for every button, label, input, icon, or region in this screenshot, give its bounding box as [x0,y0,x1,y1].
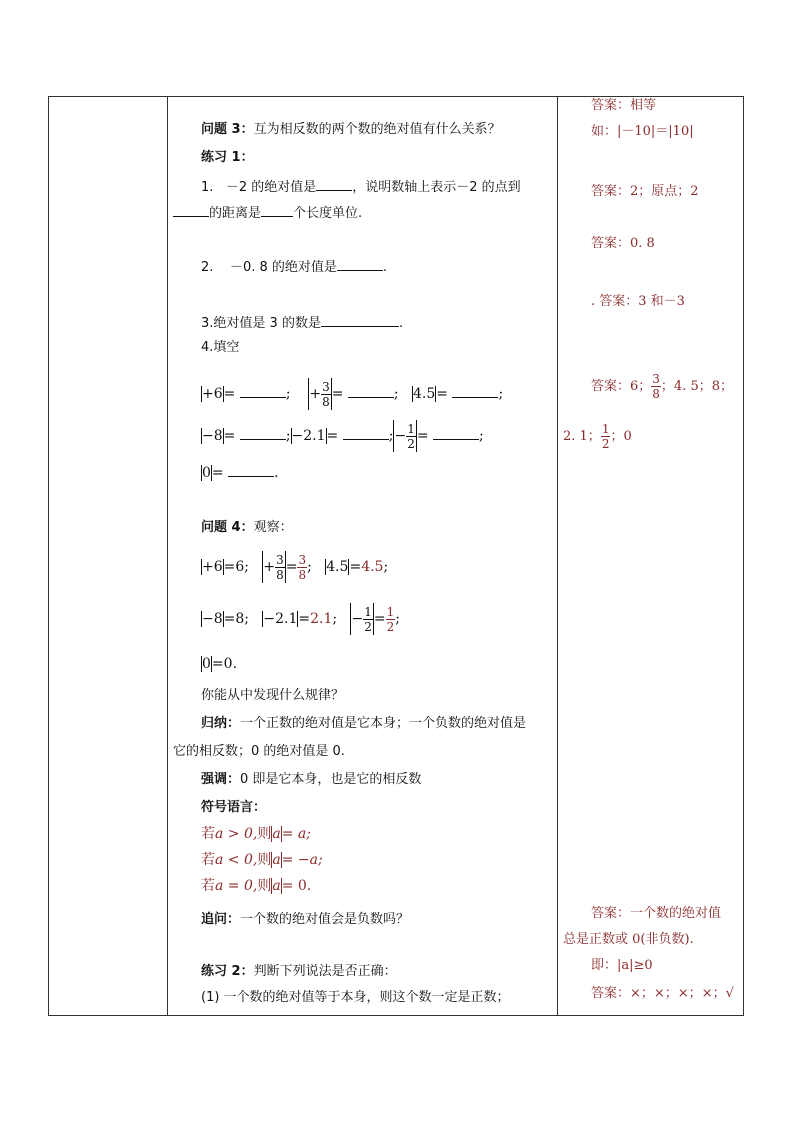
fraction: $\frac{1}{2}$ [601,422,610,451]
answer-2: 答案：2；原点；2 [591,184,699,199]
item-text: ，说明数轴上表示－2 的点到 [352,180,521,195]
fraction: $\frac{1}{2}$ [407,421,415,451]
answer-1-example: 如：|－10|＝|10| [591,124,694,139]
answer-blank[interactable] [261,203,293,217]
result: 0 [223,656,233,672]
answer-blank[interactable] [348,384,394,398]
expression: −8 [202,428,223,444]
summary-text: 一个正数的绝对值是它本身；一个负数的绝对值是 [240,716,527,731]
emphasis [201,771,421,789]
exercise-1-item-1-cont [173,203,362,223]
item-text: . [398,316,404,331]
question-3-text: 互为相反数的两个数的绝对值有什么关系？ [253,122,501,137]
answer-column [557,97,745,1015]
answer-5: 答案：6； $\frac{3}{8}$ ；4. 5；8； [591,372,733,401]
expression-sign: − [394,428,407,444]
expression-sign: + [263,559,276,575]
item-text: －0. 8 的绝对值是 [229,260,337,275]
expression: −8 [202,611,223,627]
expression-sign: + [309,386,322,402]
item-text: . [382,260,388,275]
question-3-label: 问题 3： [201,122,254,137]
exercise-1-item-4: 4.填空 [201,340,240,355]
answer-7-line-3: 即：|a|≥0 [591,958,653,973]
observe-row-2: −8=8; −2.1=2.1; − $\frac{1}{2}$ = $\frac{1}{2}$ ; [202,604,400,634]
summary-cont: 它的相反数；0 的绝对值是 0. [173,744,345,759]
answer-blank[interactable] [343,426,389,440]
exercise-2-label: 练习 2： [201,964,254,979]
answer-8: 答案：×；×；×；×；√ [591,986,734,1001]
question-4 [201,519,293,537]
item-text: 个长度单位. [293,206,363,221]
expression: 4.5 [326,559,349,575]
answer-blank[interactable] [240,426,286,440]
expression: −2.1 [263,611,298,627]
follow-up-question [201,911,409,929]
answer-6: 2. 1； $\frac{1}{2}$ ；0 [563,422,632,451]
answer-blank[interactable] [173,203,209,217]
answer-blank[interactable] [452,384,498,398]
result-fraction: $\frac{1}{2}$ [386,604,395,634]
emphasis-text: 0 即是它本身，也是它的相反数 [240,772,422,787]
question-4-label: 问题 4： [201,520,254,535]
result: 8 [235,611,245,627]
result: 6 [235,559,245,575]
answer-7-line-2: 总是正数或 0(非负数). [563,932,694,947]
expression: 4.5 [413,386,436,402]
answer-blank[interactable] [316,177,352,191]
expression: −2.1 [291,428,326,444]
item-number: 2. [201,260,214,275]
answer-blank[interactable] [337,257,383,271]
question-3 [201,121,501,139]
answer-blank[interactable] [433,426,479,440]
result: 2.1 [310,611,333,627]
answer-blank[interactable] [240,384,286,398]
emphasis-label: 强调： [201,772,241,787]
item-text: －2 的绝对值是 [225,180,317,195]
answer-7-line-1: 答案：一个数的绝对值 [591,906,722,921]
item-number: 1. [201,180,214,195]
exercise-1-item-2 [201,257,387,277]
fraction: $\frac{3}{8}$ [652,372,660,401]
follow-up-label: 追问： [201,912,241,927]
fraction: $\frac{3}{8}$ [322,379,330,409]
exercise-1-title: 练习 1： [201,150,254,165]
question-4-text: 观察： [253,520,293,535]
expression: +6 [202,386,223,402]
answer-4: . 答案：3 和－3 [591,294,685,309]
answer-blank[interactable] [321,313,399,327]
fraction: $\frac{1}{2}$ [364,604,372,634]
fill-row-3: 0= . [202,465,279,481]
summary-label: 归纳： [201,716,241,731]
expression: +6 [202,559,223,575]
item-text: 3.绝对值是 3 的数是 [201,316,321,331]
answer-1: 答案：相等 [591,98,657,113]
result-fraction: $\frac{3}{8}$ [298,552,307,582]
item-text: 的距离是 [209,206,262,221]
answer-blank[interactable] [228,463,274,477]
find-rule-question: 你能从中发现什么规律？ [201,688,345,703]
result: 4.5 [361,559,384,575]
expression: 0 [202,465,211,481]
answer-3: 答案：0. 8 [591,236,655,251]
exercise-1-item-3 [201,313,403,333]
fraction: $\frac{3}{8}$ [276,552,284,582]
lesson-table [48,96,744,1016]
fill-row-2: −8= ;−2.1= ;− $\frac{1}{2}$ = ; [202,421,484,451]
symbol-rule-1: 若a > 0,则a= a; [201,826,311,842]
summary [201,715,526,733]
expression: 0 [202,656,211,672]
observe-row-1: +6=6; + $\frac{3}{8}$ = $\frac{3}{8}$ ; 4.5=4.5; [202,552,389,582]
exercise-2 [201,963,397,981]
exercise-2-item-1: (1) 一个数的绝对值等于本身，则这个数一定是正数； [201,990,510,1005]
teaching-content-column [167,97,557,1015]
follow-up-text: 一个数的绝对值会是负数吗？ [240,912,410,927]
exercise-1-item-1 [201,177,521,197]
symbol-rule-2: 若a < 0,则a= −a; [201,852,323,868]
symbol-language-title: 符号语言： [201,800,267,815]
fill-row-1: +6= ; + $\frac{3}{8}$ = ; 4.5= ; [202,379,504,409]
expression-sign: − [351,611,364,627]
exercise-2-text: 判断下列说法是否正确： [253,964,397,979]
observe-row-3: 0=0. [202,656,238,672]
symbol-rule-3: 若a = 0,则a= 0. [201,878,312,894]
